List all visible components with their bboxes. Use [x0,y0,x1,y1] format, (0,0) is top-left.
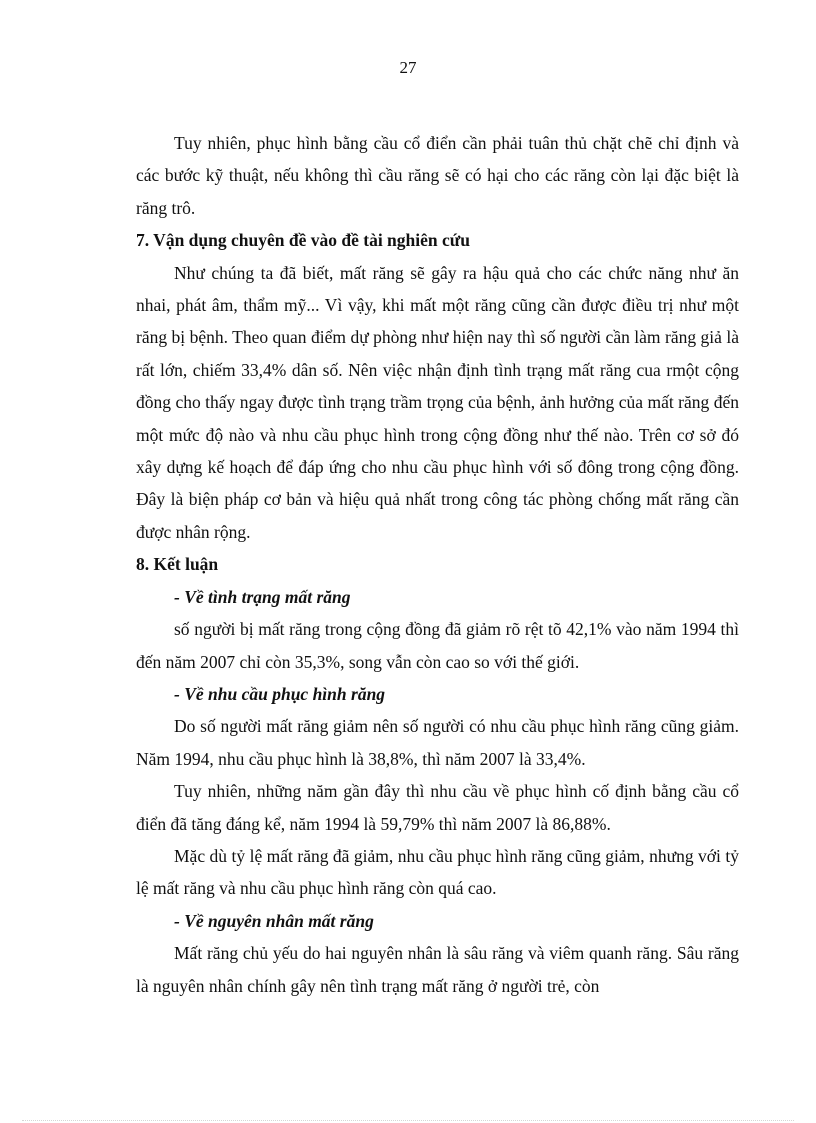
paragraph-tooth-loss-causes: Mất răng chủ yếu do hai nguyên nhân là sâu răng và viêm quanh răng. Sâu răng là nguyên nhân chính gây nên tình trạng mất răng ở người trẻ, còn [136,943,739,996]
subheading-tooth-loss-status: - Về tình trạng mất răng [174,586,351,607]
section-heading-8: 8. Kết luận [136,554,219,575]
document-body [136,127,739,1002]
paragraph-still-high: Mặc dù tỷ lệ mất răng đã giảm, nhu cầu phục hình răng cũng giảm, nhưng với tỷ lệ mất răng và nhu cầu phục hình răng còn quá cao. [136,845,739,899]
section-heading-7: 7. Vận dụng chuyên đề vào đề tài nghiên cứu [136,230,471,251]
paragraph-prosthetic-needs: Do số người mất răng giảm nên số người có nhu cầu phục hình răng cũng giảm. Năm 1994, nhu cầu phục hình là 38,8%, thì năm 2007 là 33,4%. [136,716,739,769]
page-bottom-divider [22,1120,794,1121]
paragraph-bridge-caution: Tuy nhiên, phục hình bằng cầu cổ điển cần phải tuân thủ chặt chẽ chỉ định và các bước kỹ thuật, nếu không thì cầu răng sẽ có hại cho các răng còn lại đặc biệt là răng trô. [136,133,739,218]
paragraph-application: Như chúng ta đã biết, mất răng sẽ gây ra hậu quả cho các chức năng như ăn nhai, phát âm, thẩm mỹ... Vì vậy, khi mất một răng cũng cần được điều trị như một răng bị bệnh. Theo quan điểm dự phòng như hiện nay thì số người cần làm răng giả là rất lớn, chiếm 33,4% dân số. Nên việc nhận định tình trạng mất răng cua rmột cộng đồng cho thấy ngay được tình trạng trầm trọng của bệnh, ảnh hưởng của mất răng đến một mức độ nào và nhu cầu phục hình trong cộng đồng như thế nào. Trên cơ sở đó xây dựng kế hoạch để đáp ứng cho nhu cầu phục hình với số đông trong cộng đồng. Đây là biện pháp cơ bản và hiệu quả nhất trong công tác phòng chống mất răng cần được nhân rộng. [136,262,739,542]
paragraph-tooth-loss-status: số người bị mất răng trong cộng đồng đã giảm rõ rệt tõ 42,1% vào năm 1994 thì đến năm 2007 chỉ còn 35,3%, song vẫn còn cao so với thế giới. [136,619,739,672]
paragraph-fixed-bridge-trend: Tuy nhiên, những năm gần đây thì nhu cầu về phục hình cố định bằng cầu cổ điển đã tăng đáng kể, năm 1994 là 59,79% thì năm 2007 là 86,88%. [136,781,739,834]
page-number: 27 [399,58,417,77]
subheading-prosthetic-needs: - Về nhu cầu phục hình răng [174,683,386,704]
subheading-tooth-loss-causes: - Về nguyên nhân mất răng [174,910,374,931]
